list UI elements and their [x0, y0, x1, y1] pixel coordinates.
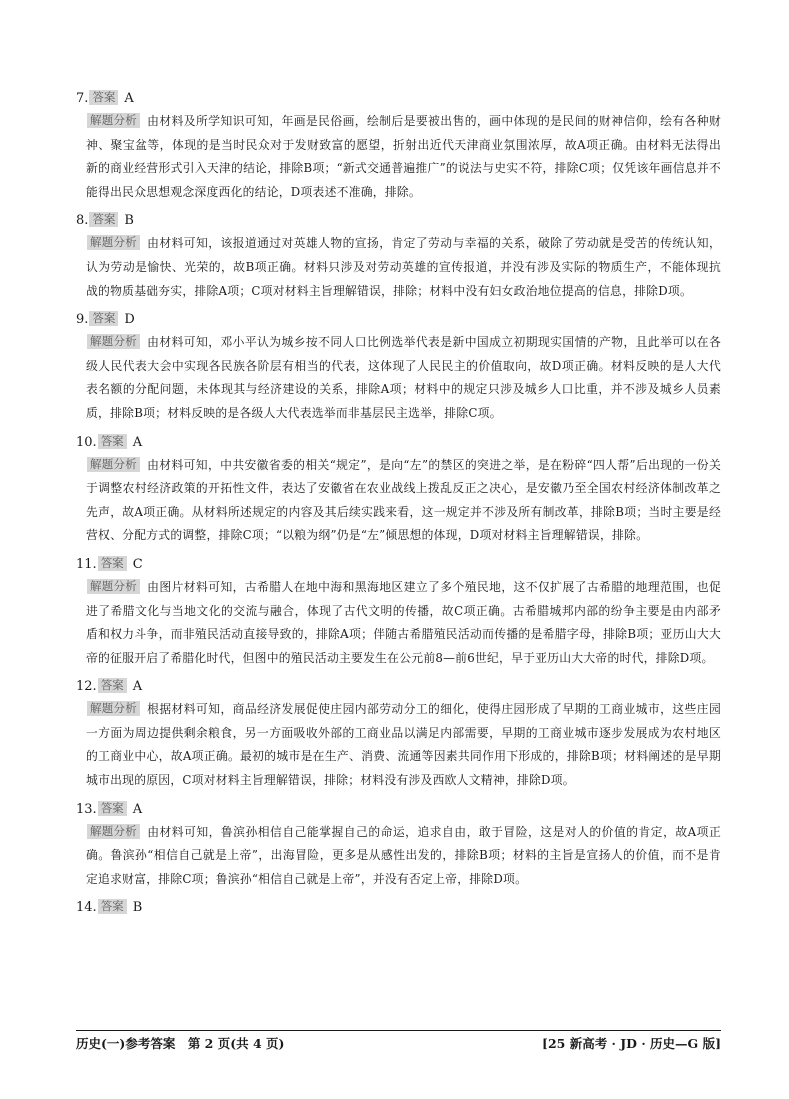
- analysis-text: 根据材料可知，商品经济发展促使庄园内部劳动分工的细化，使得庄园形成了早期的工商业城市，这些庄园一方面为周边提供剩余粮食，另一方面吸收外部的工商业品以满足内部需要，早期的工商业城市逐步发展成为农村地区的工商业中心，故A项正确。最初的城市是在生产、消费、流通等因素共同作用下形成的，排除B项；材料阐述的是早期城市出现的原因，C项对材料主旨理解错误，排除；材料没有涉及西欧人文精神，排除D项。: [86, 702, 721, 788]
- answer-line: [76, 432, 721, 453]
- question-14: [76, 897, 721, 918]
- answer-line: [76, 554, 721, 575]
- analysis-tag: 解题分析: [87, 824, 140, 839]
- answer-tag: 答案: [89, 212, 118, 227]
- answer-value: D: [124, 312, 135, 328]
- answer-tag: 答案: [89, 90, 118, 105]
- analysis-text: 由材料可知，中共安徽省委的相关“规定”，是向“左”的禁区的突进之举，是在粉碎“四人帮”后出现的一份关于调整农村经济政策的开拓性文件，表达了安徽省在农业战线上拨乱反正之决心，是安徽乃至全国农村经济体制改革之先声，故A项正确。从材料所述规定的内容及其后续实践来看，这一规定并不涉及所有制改革，排除B项；当时主要是经营权、分配方式的调整，排除C项；“以粮为纲”仍是“左”倾思想的体现，D项对材料主旨理解错误，排除。: [86, 457, 721, 543]
- question-number: 9.: [76, 312, 89, 328]
- question-number: 7.: [76, 91, 89, 106]
- analysis-text: 由图片材料可知，古希腊人在地中海和黑海地区建立了多个殖民地，这不仅扩展了古希腊的地理范围，也促进了希腊文化与当地文化的交流与融合，体现了古代文明的传播，故C项正确。古希腊城邦内部的纷争主要是由内部矛盾和权力斗争，而非殖民活动直接导致的，排除A项；伴随古希腊殖民活动而传播的是希腊字母，排除B项；亚历山大大帝的征服开启了希腊化时代，但图中的殖民活动主要发生在公元前8—前6世纪，早于亚历山大大帝的时代，排除D项。: [86, 579, 721, 665]
- question-number: 14.: [76, 900, 97, 916]
- question-number: 11.: [76, 556, 97, 572]
- analysis-tag: 解题分析: [87, 579, 140, 594]
- question-10: [76, 432, 721, 548]
- question-9: [76, 309, 721, 425]
- analysis-tag: 解题分析: [87, 457, 140, 472]
- answer-value: A: [132, 801, 143, 817]
- answer-tag: 答案: [98, 434, 127, 449]
- answer-line: [76, 210, 721, 231]
- answer-tag: 答案: [98, 899, 127, 914]
- question-number: 12.: [76, 679, 97, 695]
- analysis-tag: 解题分析: [87, 113, 140, 128]
- analysis-tag: 解题分析: [87, 235, 140, 250]
- answer-line: [76, 309, 721, 330]
- analysis-text: 由材料及所学知识可知，年画是民俗画，绘制后是要被出售的，画中体现的是民间的财神信仰，绘有各种财神、聚宝盆等，体现的是当时民众对于发财致富的愿望，折射出近代天津商业氛围浓厚，故A项正确。由材料无法得出新的商业经营形式引入天津的结论，排除B项；“新式交通普遍推广”的说法与史实不符，排除C项；仅凭该年画信息并不能得出民众思想观念深度西化的结论，D项表述不准确，排除。: [86, 114, 721, 199]
- analysis-tag: 解题分析: [87, 334, 140, 349]
- page-footer: [76, 1030, 721, 1052]
- answer-value: B: [124, 213, 134, 229]
- answer-line: [76, 676, 721, 697]
- question-8: [76, 210, 721, 303]
- answer-line: [76, 897, 721, 918]
- analysis-text: 由材料可知，鲁滨孙相信自己能掌握自己的命运，追求自由，敢于冒险，这是对人的价值的肯定，故A项正确。鲁滨孙“相信自己就是上帝”，出海冒险，更多是从感性出发的，排除B项；材料的主旨是宣扬人的价值，而不是肯定追求财富，排除C项；鲁滨孙“相信自己就是上帝”，并没有否定上帝，排除D项。: [86, 824, 721, 886]
- question-number: 10.: [76, 434, 97, 450]
- analysis-text: 由材料可知，该报道通过对英雄人物的宣扬，肯定了劳动与幸福的关系，破除了劳动就是受苦的传统认知，认为劳动是愉快、光荣的，故B项正确。材料只涉及对劳动英雄的宣传报道，并没有涉及实际的物质生产，不能体现抗战的物质基础夯实，排除A项；C项对材料主旨理解错误，排除；材料中没有妇女政治地位提高的信息，排除D项。: [86, 236, 721, 298]
- question-number: 13.: [76, 801, 97, 817]
- answer-tag: 答案: [98, 556, 127, 571]
- analysis-paragraph: [76, 232, 721, 303]
- analysis-text: 由材料可知，邓小平认为城乡按不同人口比例选举代表是新中国成立初期现实国情的产物，且此举可以在各级人民代表大会中实现各民族各阶层有相当的代表，这体现了人民民主的价值取向，故D项正确。材料反映的是人大代表名额的分配问题，未体现其与经济建设的关系，排除A项；材料中的规定只涉及城乡人口比重，并不涉及城乡人员素质，排除B项；材料反映的是各级人大代表选举而非基层民主选举，排除C项。: [86, 335, 721, 420]
- answer-value: A: [132, 434, 143, 450]
- analysis-paragraph: [76, 331, 721, 425]
- analysis-paragraph: [76, 698, 721, 792]
- answer-value: A: [132, 679, 143, 695]
- answer-tag: 答案: [98, 801, 127, 816]
- footer-edition: [25 新高考 · JD · 历史—G 版]: [542, 1036, 721, 1051]
- analysis-paragraph: [76, 576, 721, 670]
- question-12: [76, 676, 721, 792]
- question-13: [76, 799, 721, 892]
- answer-content: [76, 88, 721, 924]
- answer-value: C: [132, 556, 143, 572]
- analysis-paragraph: [76, 110, 721, 204]
- answer-tag: 答案: [98, 678, 127, 693]
- answer-line: [76, 799, 721, 820]
- question-number: 8.: [76, 213, 89, 229]
- answer-tag: 答案: [89, 311, 118, 326]
- question-11: [76, 554, 721, 670]
- footer-page-info: 历史(一)参考答案 第 2 页(共 4 页): [76, 1036, 285, 1051]
- analysis-tag: 解题分析: [87, 701, 140, 716]
- question-7: [76, 88, 721, 204]
- answer-value: B: [132, 900, 143, 916]
- analysis-paragraph: [76, 821, 721, 892]
- analysis-paragraph: [76, 454, 721, 548]
- answer-value: A: [124, 91, 134, 106]
- answer-line: [76, 88, 721, 109]
